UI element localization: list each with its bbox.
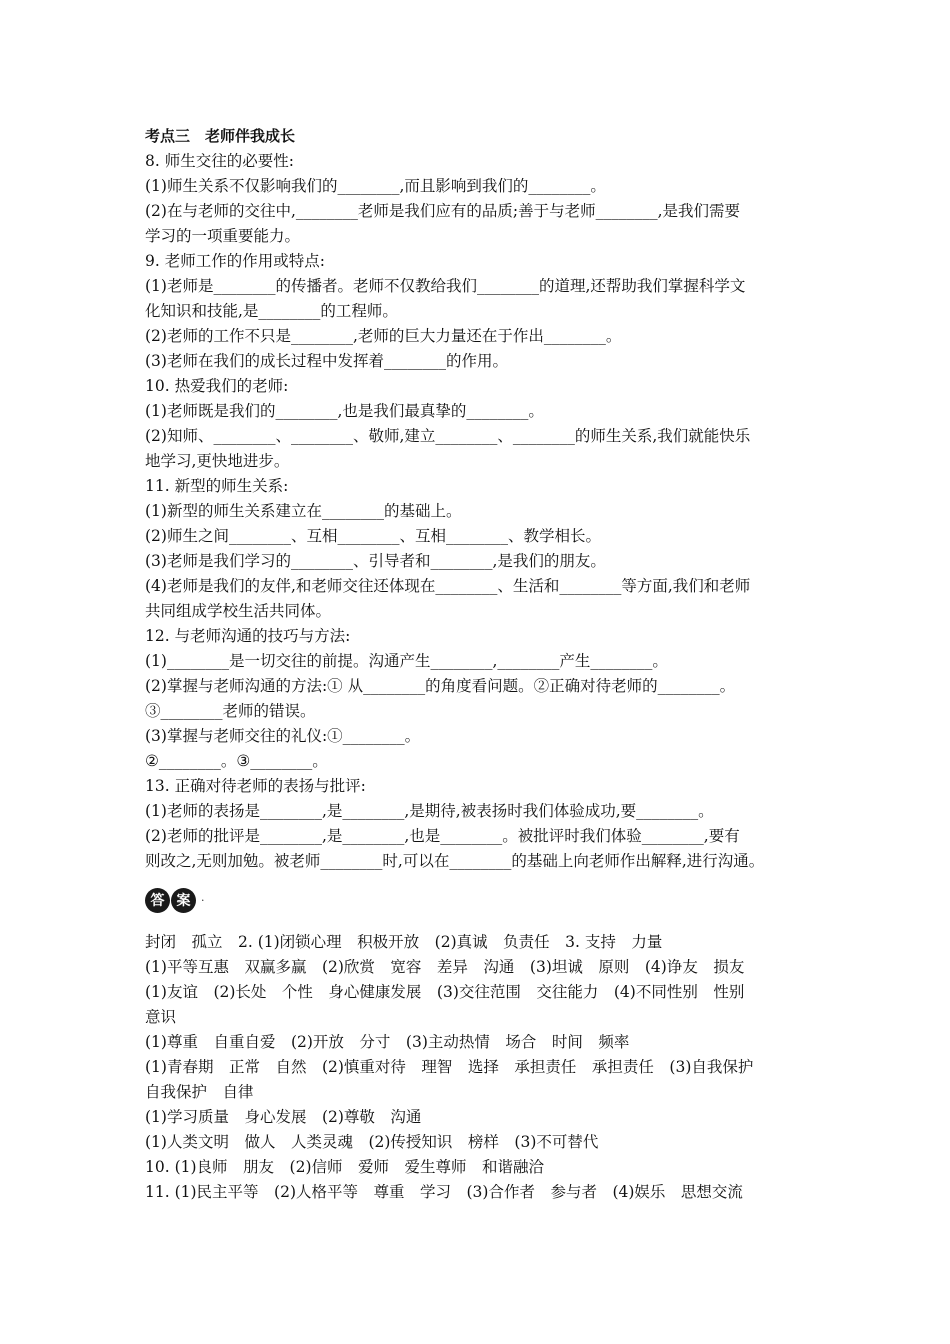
question-line: (2)在与老师的交往中,________老师是我们应有的品质;善于与老师________,是我们需要 — [145, 202, 741, 220]
question-line: (4)老师是我们的友伴,和老师交往还体现在________、生活和________等方面,我们和老师 — [145, 577, 751, 595]
answer-badge-tail: · — [201, 893, 206, 907]
answer-line: (1)学习质量 身心发展 (2)尊敬 沟通 — [145, 1108, 422, 1126]
question-line: (1)师生关系不仅影响我们的________,而且影响到我们的________。 — [145, 177, 606, 195]
answer-block — [145, 930, 825, 1205]
question-line: ②________。③________。 — [145, 752, 328, 770]
answer-badge-char: 答 — [145, 888, 170, 913]
question-line: (2)师生之间________、互相________、互相________、教学相长。 — [145, 527, 601, 545]
section-title: 考点三 老师伴我成长 — [145, 127, 296, 145]
answer-line: (1)青春期 正常 自然 (2)慎重对待 理智 选择 承担责任 承担责任 (3)自我保护 — [145, 1058, 754, 1076]
question-line: (2)知师、________、________、敬师,建立________、________的师生关系,我们就能快乐 — [145, 427, 751, 445]
document-page — [145, 124, 825, 1205]
answer-line: (1)人类文明 做人 人类灵魂 (2)传授知识 榜样 (3)不可替代 — [145, 1133, 599, 1151]
answer-line: 自我保护 自律 — [145, 1083, 254, 1101]
answer-badge — [145, 880, 825, 920]
question-line: (1)老师既是我们的________,也是我们最真挚的________。 — [145, 402, 544, 420]
question-line: (1)________是一切交往的前提。沟通产生________,________产生________。 — [145, 652, 668, 670]
question-line: (1)老师是________的传播者。老师不仅教给我们________的道理,还帮助我们掌握科学文 — [145, 277, 746, 295]
answer-line: 10. (1)良师 朋友 (2)信师 爱师 爱生尊师 和谐融洽 — [145, 1158, 544, 1176]
answer-line: (1)尊重 自重自爱 (2)开放 分寸 (3)主动热情 场合 时间 频率 — [145, 1033, 630, 1051]
question-line: (1)老师的表扬是________,是________,是期待,被表扬时我们体验成功,要________。 — [145, 802, 714, 820]
question-line: 12. 与老师沟通的技巧与方法: — [145, 627, 351, 645]
question-line: 则改之,无则加勉。被老师________时,可以在________的基础上向老师作出解释,进行沟通。 — [145, 852, 765, 870]
question-line: (2)老师的工作不只是________,老师的巨大力量还在于作出________。 — [145, 327, 622, 345]
question-line: 13. 正确对待老师的表扬与批评: — [145, 777, 366, 795]
question-line: ③________老师的错误。 — [145, 702, 316, 720]
answer-line: (1)平等互惠 双赢多赢 (2)欣赏 宽容 差异 沟通 (3)坦诚 原则 (4)诤友 损友 — [145, 958, 745, 976]
question-line: (1)新型的师生关系建立在________的基础上。 — [145, 502, 462, 520]
question-block — [145, 149, 825, 874]
question-line: 地学习,更快地进步。 — [145, 452, 290, 470]
answer-line: 封闭 孤立 2. (1)闭锁心理 积极开放 (2)真诚 负责任 3. 支持 力量 — [145, 933, 663, 951]
question-line: 化知识和技能,是________的工程师。 — [145, 302, 398, 320]
question-line: (2)老师的批评是________,是________,也是________。被批评时我们体验________,要有 — [145, 827, 740, 845]
question-line: 9. 老师工作的作用或特点: — [145, 252, 325, 270]
question-line: (3)掌握与老师交往的礼仪:①________。 — [145, 727, 421, 745]
question-line: 学习的一项重要能力。 — [145, 227, 301, 245]
question-line: 11. 新型的师生关系: — [145, 477, 289, 495]
question-line: (3)老师是我们学习的________、引导者和________,是我们的朋友。 — [145, 552, 606, 570]
answer-line: 意识 — [145, 1008, 177, 1026]
answer-badge-char: 案 — [171, 888, 196, 913]
question-line: 10. 热爱我们的老师: — [145, 377, 289, 395]
question-line: (2)掌握与老师沟通的方法:① 从________的角度看问题。②正确对待老师的________。 — [145, 677, 736, 695]
answer-line: 11. (1)民主平等 (2)人格平等 尊重 学习 (3)合作者 参与者 (4)娱乐 思想交流 — [145, 1183, 743, 1201]
question-line: 8. 师生交往的必要性: — [145, 152, 294, 170]
answer-line: (1)友谊 (2)长处 个性 身心健康发展 (3)交往范围 交往能力 (4)不同性别 性别 — [145, 983, 745, 1001]
question-line: (3)老师在我们的成长过程中发挥着________的作用。 — [145, 352, 508, 370]
question-line: 共同组成学校生活共同体。 — [145, 602, 332, 620]
